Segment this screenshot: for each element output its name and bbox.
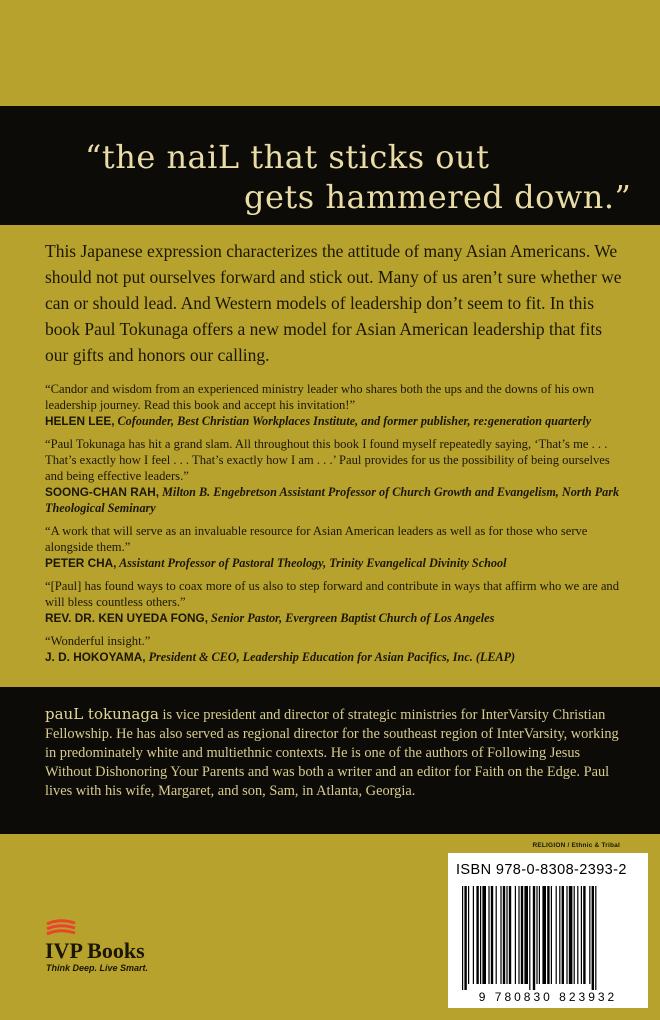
barcode-bar xyxy=(524,886,528,984)
pull-quote-line-1: “the naiL that sticks out xyxy=(85,138,490,176)
barcode-bar xyxy=(589,886,590,984)
endorsement-attribution xyxy=(45,610,625,626)
barcode-bar xyxy=(529,886,530,990)
barcode-bar xyxy=(542,886,546,984)
barcode-bar xyxy=(515,886,516,984)
barcode-bar xyxy=(539,886,540,984)
barcode-bar xyxy=(480,886,481,984)
barcode-bar xyxy=(509,886,511,984)
category-label: RELIGION / Ethnic & Tribal xyxy=(532,842,620,849)
endorsement-peter-cha xyxy=(45,523,625,571)
endorsements xyxy=(45,381,625,672)
endorsement-quote: “A work that will serve as an invaluable resource for Asian American leaders as well as for those who serve alongside them.” xyxy=(45,524,588,554)
endorsement-helen-lee xyxy=(45,381,625,429)
barcode-bar xyxy=(503,886,505,984)
barcode-bar xyxy=(464,886,466,990)
endorser-title: Cofounder, Best Christian Workplaces Institute, and former publisher, re:generation quarterly xyxy=(117,414,592,428)
barcode-bar xyxy=(559,886,560,984)
endorsement-attribution xyxy=(45,649,625,665)
barcode-bar xyxy=(476,886,478,984)
barcode-bar xyxy=(521,886,523,984)
barcode-bar xyxy=(506,886,507,984)
barcode-bar xyxy=(500,886,501,984)
endorsement-quote: “Wonderful insight.” xyxy=(45,634,151,648)
endorser-name: PETER CHA, xyxy=(45,556,117,570)
publisher-tagline: Think Deep. Live Smart. xyxy=(46,963,149,973)
barcode-bar xyxy=(473,886,474,984)
barcode-bar xyxy=(562,886,564,984)
barcode-bar xyxy=(491,886,493,984)
barcode-bar xyxy=(536,886,537,984)
barcode-bar xyxy=(462,886,463,990)
endorser-title: President & CEO, Leadership Education for Asian Pacifics, Inc. (LEAP) xyxy=(148,650,516,664)
endorser-title: Senior Pastor, Evergreen Baptist Church of Los Angeles xyxy=(211,611,495,625)
barcode-bar xyxy=(581,886,582,984)
endorsement-ken-uyeda-fong xyxy=(45,578,625,626)
barcode-bar xyxy=(547,886,549,984)
barcode-bar xyxy=(496,886,497,984)
barcode-bar xyxy=(566,886,567,984)
barcode-bar xyxy=(574,886,575,984)
endorsement-soong-chan-rah xyxy=(45,436,625,516)
isbn-label: ISBN 978-0-8308-2393-2 xyxy=(456,862,627,878)
pull-quote-line-2: gets hammered down.” xyxy=(244,178,632,216)
endorsement-quote: “[Paul] has found ways to coax more of us also to step forward and contribute in ways that affirm who we are and will bless countless others.” xyxy=(45,579,620,609)
barcode-bar xyxy=(583,886,585,984)
author-bio-text: is vice president and director of strategic ministries for InterVarsity Christian Fellowship. He has also served as regional director for the southeast region of InterVarsity, working in predominately white and multiethnic contexts. He is one of the authors of Following Jesus Without Dishonoring Your Parents and was both a writer and an editor for Faith on the Edge. Paul lives with his wife, Margaret, and son, Sam, in Atlanta, Georgia. xyxy=(45,707,619,799)
publisher-logo: IVP Books xyxy=(45,938,145,963)
endorser-name: HELEN LEE, xyxy=(45,414,115,428)
endorser-title: Milton B. Engebretson Assistant Professor of Church Growth and Evangelism, North Park Theological Seminary xyxy=(45,485,620,515)
author-bio xyxy=(45,705,620,801)
endorser-name: SOONG-CHAN RAH, xyxy=(45,485,160,499)
barcode-bar xyxy=(482,886,486,984)
barcode-bar xyxy=(592,886,594,990)
intro-paragraph: This Japanese expression characterizes the attitude of many Asian Americans. We should not put ourselves forward and stick out. Many of us aren’t sure whether we can or should lead. And Western models of leadership don’t seem to fit. In this book Paul Tokunaga offers a new model for Asian American leadership that fits our gifts and honors our calling. xyxy=(45,241,622,365)
barcode-bar xyxy=(488,886,489,984)
ivp-flame-icon xyxy=(45,918,79,938)
barcode-bar xyxy=(577,886,578,984)
barcode-bar xyxy=(556,886,557,984)
endorsement-attribution xyxy=(45,484,625,516)
author-name: pauL tokunaga xyxy=(45,705,159,723)
barcode-bar xyxy=(569,886,573,984)
barcode-bar xyxy=(518,886,519,984)
endorser-name: REV. DR. KEN UYEDA FONG, xyxy=(45,611,208,625)
barcode-digits: 9 780830 823932 xyxy=(478,990,618,1004)
barcode-image xyxy=(456,886,640,990)
barcode-bar xyxy=(533,886,535,990)
barcode-bar xyxy=(468,886,469,984)
endorser-name: J. D. HOKOYAMA, xyxy=(45,650,146,664)
endorsement-attribution xyxy=(45,413,625,429)
barcode-bar xyxy=(595,886,596,990)
endorsement-jd-hokoyama xyxy=(45,633,625,665)
barcode-bar xyxy=(551,886,552,984)
endorsement-attribution xyxy=(45,555,625,571)
endorsement-quote: “Candor and wisdom from an experienced ministry leader who shares both the ups and the downs of his own leadership journey. Read this book and accept his invitation!” xyxy=(45,382,595,412)
endorsement-quote: “Paul Tokunaga has hit a grand slam. All throughout this book I found myself repeatedly saying, ‘That’s me . . . That’s exactly how I feel . . . That’s exactly how I am . . .’ Paul provides for us the possibility of being ourselves and being effective leaders.” xyxy=(45,437,610,483)
endorser-title: Assistant Professor of Pastoral Theology, Trinity Evangelical Divinity School xyxy=(119,556,507,570)
